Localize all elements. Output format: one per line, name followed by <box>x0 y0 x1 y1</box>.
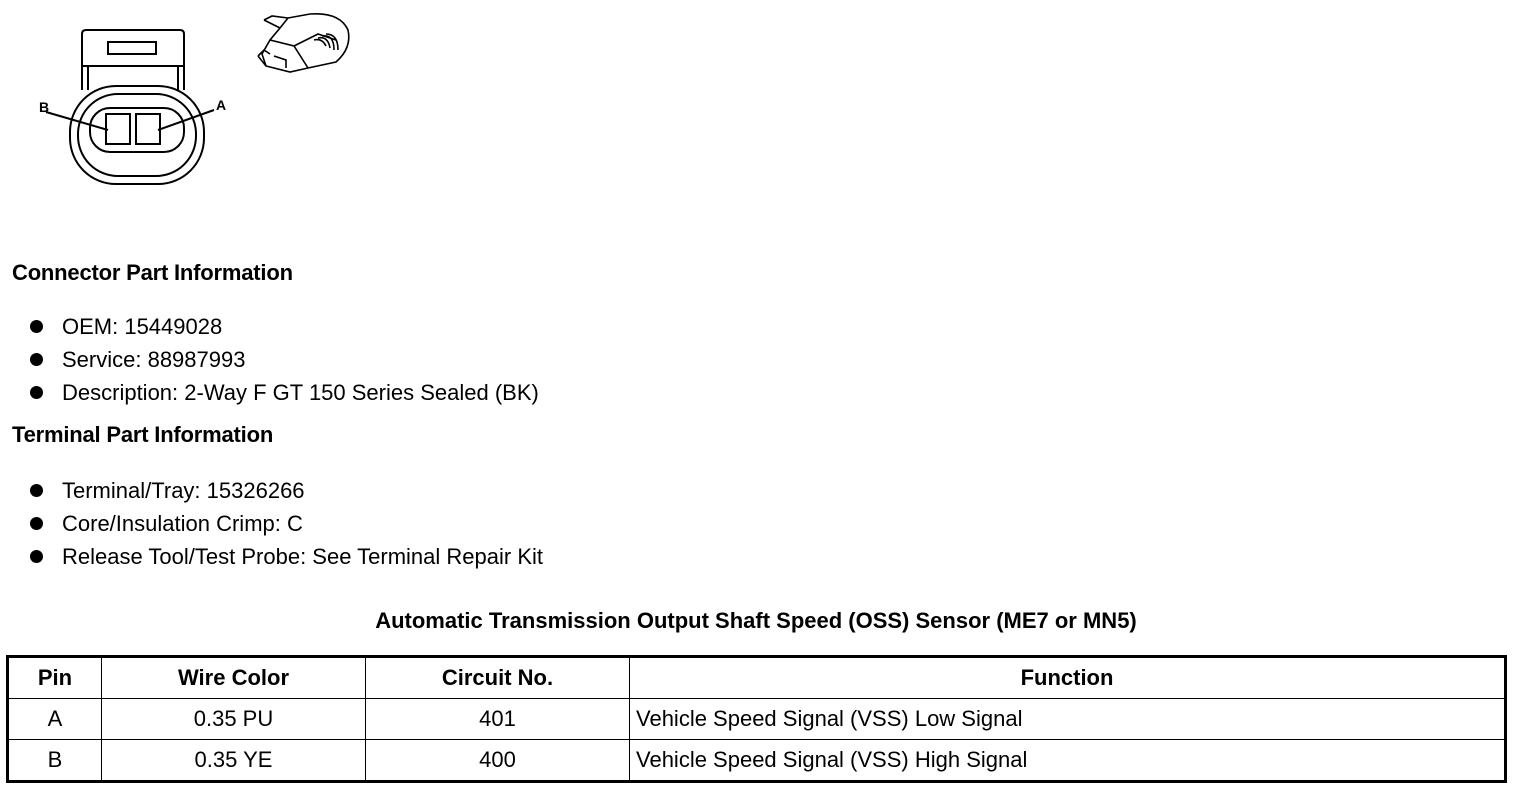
pin-b-callout: B <box>39 99 50 115</box>
list-item <box>30 474 543 507</box>
pinout-table-title: Automatic Transmission Output Shaft Speed (OSS) Sensor (ME7 or MN5) <box>375 608 1137 633</box>
cell-pin: B <box>8 740 102 782</box>
header-function: Function <box>630 657 1506 699</box>
connector-part-info-heading: Connector Part Information <box>12 260 293 285</box>
header-circuit-no: Circuit No. <box>366 657 630 699</box>
list-item <box>30 310 539 343</box>
bullet-icon <box>30 320 43 333</box>
connector-part-info-list <box>30 310 539 409</box>
bullet-icon <box>30 386 43 399</box>
table-row <box>8 740 1506 782</box>
bullet-icon <box>30 353 43 366</box>
header-wire-color: Wire Color <box>102 657 366 699</box>
pin-a-callout: A <box>216 97 227 113</box>
list-item <box>30 376 539 409</box>
header-pin: Pin <box>8 657 102 699</box>
oem-number: OEM: 15449028 <box>62 314 223 339</box>
cell-function: Vehicle Speed Signal (VSS) Low Signal <box>630 699 1506 740</box>
release-tool: Release Tool/Test Probe: See Terminal Repair Kit <box>62 544 543 569</box>
cell-wire-color: 0.35 PU <box>102 699 366 740</box>
pinout-table <box>6 655 1507 783</box>
connector-description: Description: 2-Way F GT 150 Series Sealed (BK) <box>62 380 539 405</box>
list-item <box>30 540 543 573</box>
list-item <box>30 343 539 376</box>
cell-pin: A <box>8 699 102 740</box>
bullet-icon <box>30 517 43 530</box>
service-number: Service: 88987993 <box>62 347 246 372</box>
bullet-icon <box>30 550 43 563</box>
terminal-tray: Terminal/Tray: 15326266 <box>62 478 305 503</box>
connector-face-diagram <box>36 20 236 195</box>
connector-isometric-diagram <box>250 10 360 80</box>
cell-circuit-no: 400 <box>366 740 630 782</box>
table-header-row <box>8 657 1506 699</box>
cell-circuit-no: 401 <box>366 699 630 740</box>
terminal-part-info-list <box>30 474 543 573</box>
terminal-part-info-heading: Terminal Part Information <box>12 422 274 447</box>
table-row <box>8 699 1506 740</box>
bullet-icon <box>30 484 43 497</box>
cell-wire-color: 0.35 YE <box>102 740 366 782</box>
list-item <box>30 507 543 540</box>
crimp-type: Core/Insulation Crimp: C <box>62 511 303 536</box>
cell-function: Vehicle Speed Signal (VSS) High Signal <box>630 740 1506 782</box>
